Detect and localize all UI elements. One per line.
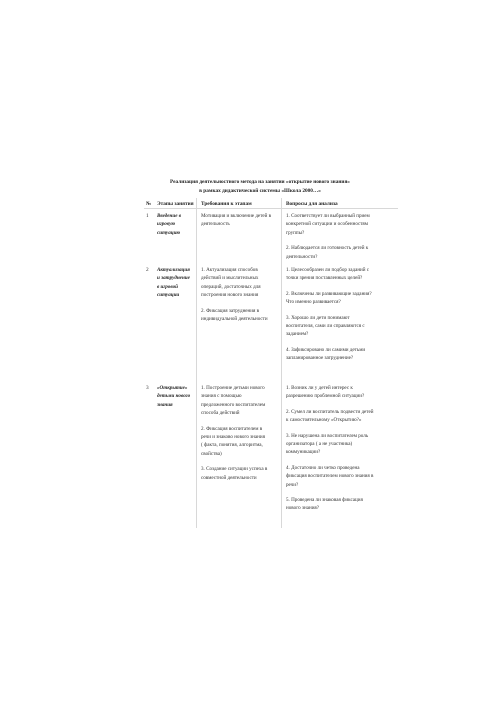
column-rule-1	[196, 198, 197, 528]
requirement-item: 2. Фиксация затруднения в индивидуальной деятельности	[201, 307, 268, 323]
header-rule	[144, 208, 398, 209]
question-item: 2. Включены ли развивающие задания? Что именно развивается?	[286, 290, 372, 306]
questions-cell	[286, 266, 398, 370]
row-number: 3	[146, 385, 149, 391]
question-item: 3. Хорошо ли дети понимают воспитателя, сами ли справляются с заданием?	[286, 314, 365, 338]
requirements-cell	[201, 212, 281, 236]
requirements-cell	[201, 266, 281, 330]
questions-cell	[286, 212, 398, 268]
requirement-item: 3. Создание ситуации успеха в совместной деятельности	[201, 466, 268, 481]
question-item: 1. Целесообразен ли подбор заданий с точки зрения поставленных целей?	[286, 267, 370, 282]
requirement-item: 1. Построение детьми нового знания с помощью предложенного воспитателем способа действий	[201, 385, 266, 417]
title-line-2: в рамках дидактической системы «Школа 2000…»	[199, 187, 321, 194]
question-item: 1. Возник ли у детей интерес к разрешению проблемной ситуации?	[286, 385, 365, 400]
question-item: 4. Зафиксировано ли самими детьми запланированное затруднение?	[286, 346, 366, 362]
title-line-1: Реализация деятельностного метода на занятии «открытие нового знания»	[170, 179, 350, 185]
question-item: 5. Проведена ли знаковая фиксация нового знания?	[286, 497, 363, 512]
requirements-cell	[201, 384, 281, 489]
header-questions: Вопросы для анализа	[286, 201, 338, 207]
question-item: 3. Не нарушена ли воспитателем роль организатора ( а не участника) коммуникации?	[286, 432, 369, 456]
requirement-item: 1. Актуализация способов действий и мыслительных операций, достаточных для построения нового знания	[201, 267, 261, 299]
requirement-item: 2. Фиксация воспитателем в речи и знаково нового знания ( факта, понятия, алгоритма, свойства)	[201, 425, 265, 457]
question-item: 1. Соответствует ли выбранный прием конкретной ситуации и особенностям группы?	[286, 213, 370, 236]
requirement-item: Мотивация и включение детей в деятельность	[201, 213, 272, 228]
header-stages: Этапы занятия	[157, 201, 194, 207]
question-item: 2. Наблюдается ли готовность детей к деятельности?	[286, 245, 369, 260]
question-item: 4. Достаточно ли четко проведена фиксация воспитателем нового знания в речи?	[286, 464, 374, 488]
header-number: №	[146, 201, 152, 207]
row-number: 1	[146, 213, 149, 219]
question-item: 2. Сумел ли воспитатель подвести детей к самостоятельному «Открытию?»	[286, 408, 374, 424]
stage-name: Актуализация и затруднение в игровой ситуации	[157, 267, 190, 299]
questions-cell	[286, 384, 398, 520]
row-number: 2	[146, 267, 149, 273]
column-rule-2	[281, 198, 282, 528]
stage-name: Введение в игровую ситуацию	[157, 213, 182, 236]
header-requirements: Требования к этапам	[201, 201, 252, 207]
document-title	[120, 178, 400, 195]
stage-name: «Открытие» детьми нового знания	[157, 385, 191, 408]
